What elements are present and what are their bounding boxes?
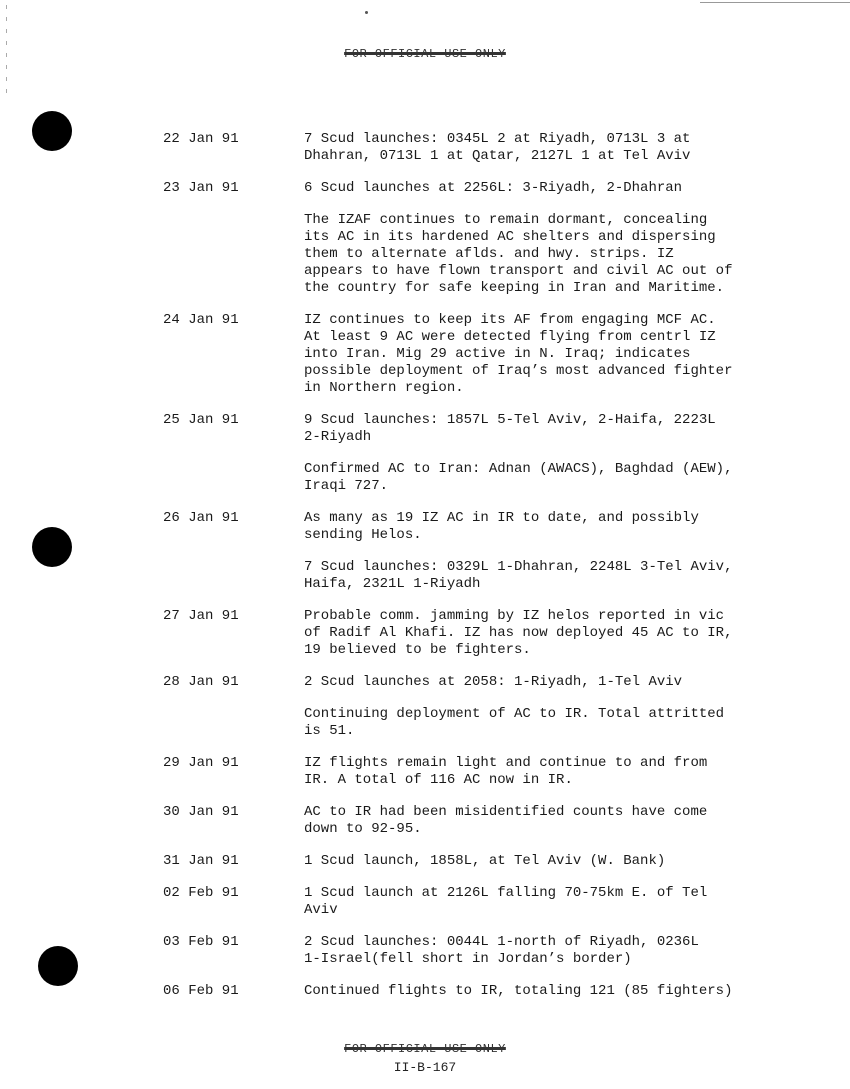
chronology-entry bbox=[163, 510, 833, 593]
chronology-entry bbox=[163, 131, 833, 165]
entry-date: 29 Jan 91 bbox=[163, 755, 239, 771]
entry-date: 23 Jan 91 bbox=[163, 180, 239, 196]
entry-body bbox=[304, 412, 833, 495]
entry-paragraph: AC to IR had been misidentified counts have come down to 92-95. bbox=[304, 804, 708, 837]
chronology-entry bbox=[163, 934, 833, 968]
entry-body bbox=[304, 853, 833, 870]
chronology-entry bbox=[163, 885, 833, 919]
entry-paragraph: Continued flights to IR, totaling 121 (85 fighters) bbox=[304, 983, 733, 999]
punch-hole-bottom bbox=[38, 946, 78, 986]
entry-paragraph: Probable comm. jamming by IZ helos reported in vic of Radif Al Khafi. IZ has now deployed 45 AC to IR, 19 believed to be fighters. bbox=[304, 608, 733, 658]
entry-paragraph: 7 Scud launches: 0345L 2 at Riyadh, 0713L 3 at Dhahran, 0713L 1 at Qatar, 2127L 1 at Tel Aviv bbox=[304, 131, 691, 164]
entry-paragraph: 6 Scud launches at 2256L: 3-Riyadh, 2-Dhahran bbox=[304, 180, 683, 196]
entry-body bbox=[304, 755, 833, 789]
entry-body bbox=[304, 608, 833, 659]
entry-paragraph: 9 Scud launches: 1857L 5-Tel Aviv, 2-Haifa, 2223L 2-Riyadh bbox=[304, 412, 716, 445]
footer-classification-marking bbox=[0, 1042, 850, 1056]
entry-paragraph: The IZAF continues to remain dormant, concealing its AC in its hardened AC shelters and dispersing them to alternate aflds. and hwy. strips. IZ appears to have flown transport and civil AC out of the country for safe keeping in Iran and Maritime. bbox=[304, 212, 733, 296]
footer-marking-text: FOR OFFICIAL USE ONLY bbox=[344, 1042, 506, 1056]
entry-date: 06 Feb 91 bbox=[163, 983, 239, 999]
entry-paragraph: 2 Scud launches: 0044L 1-north of Riyadh, 0236L 1-Israel(fell short in Jordan’s border) bbox=[304, 934, 699, 967]
punch-hole-middle bbox=[32, 527, 72, 567]
entry-body bbox=[304, 510, 833, 593]
entry-date: 30 Jan 91 bbox=[163, 804, 239, 820]
chronology-entry bbox=[163, 804, 833, 838]
entry-paragraph: As many as 19 IZ AC in IR to date, and possibly sending Helos. bbox=[304, 510, 699, 543]
entry-paragraph: 2 Scud launches at 2058: 1-Riyadh, 1-Tel Aviv bbox=[304, 674, 683, 690]
entry-body bbox=[304, 180, 833, 297]
entry-body bbox=[304, 131, 833, 165]
entry-paragraph: 1 Scud launch at 2126L falling 70-75km E. of Tel Aviv bbox=[304, 885, 708, 918]
entry-date: 26 Jan 91 bbox=[163, 510, 239, 526]
chronology-entry bbox=[163, 853, 833, 870]
header-marking-text: FOR OFFICIAL USE ONLY bbox=[344, 47, 506, 61]
page-number: II-B-167 bbox=[393, 1060, 457, 1075]
chronology-entry bbox=[163, 755, 833, 789]
entry-body bbox=[304, 983, 833, 1000]
entry-date: 22 Jan 91 bbox=[163, 131, 239, 147]
entry-body bbox=[304, 674, 833, 740]
entry-date: 28 Jan 91 bbox=[163, 674, 239, 690]
scan-artifact-line bbox=[700, 2, 850, 3]
entry-paragraph: Confirmed AC to Iran: Adnan (AWACS), Baghdad (AEW), Iraqi 727. bbox=[304, 461, 733, 494]
entry-paragraph: 7 Scud launches: 0329L 1-Dhahran, 2248L 3-Tel Aviv, Haifa, 2321L 1-Riyadh bbox=[304, 559, 733, 592]
punch-hole-top bbox=[32, 111, 72, 151]
scan-artifact-dot bbox=[365, 11, 368, 14]
entry-paragraph: IZ continues to keep its AF from engaging MCF AC. At least 9 AC were detected flying from centrl IZ into Iran. Mig 29 active in N. Iraq; indicates possible deployment of Iraq’s most advanced fighter in Northern region. bbox=[304, 312, 733, 396]
entry-body bbox=[304, 885, 833, 919]
entry-paragraph: IZ flights remain light and continue to and from IR. A total of 116 AC now in IR. bbox=[304, 755, 708, 788]
entry-body bbox=[304, 934, 833, 968]
entry-paragraph: 1 Scud launch, 1858L, at Tel Aviv (W. Bank) bbox=[304, 853, 666, 869]
entry-date: 03 Feb 91 bbox=[163, 934, 239, 950]
entry-paragraph: Continuing deployment of AC to IR. Total attritted is 51. bbox=[304, 706, 725, 739]
entry-body bbox=[304, 804, 833, 838]
entry-date: 25 Jan 91 bbox=[163, 412, 239, 428]
chronology-entry bbox=[163, 608, 833, 659]
chronology-entry bbox=[163, 674, 833, 740]
chronology-entry bbox=[163, 983, 833, 1000]
entry-date: 02 Feb 91 bbox=[163, 885, 239, 901]
chronology-entries bbox=[163, 131, 833, 1015]
chronology-entry bbox=[163, 412, 833, 495]
entry-body bbox=[304, 312, 833, 397]
header-classification-marking bbox=[0, 47, 850, 61]
chronology-entry bbox=[163, 312, 833, 397]
chronology-entry bbox=[163, 180, 833, 297]
entry-date: 24 Jan 91 bbox=[163, 312, 239, 328]
entry-date: 27 Jan 91 bbox=[163, 608, 239, 624]
entry-date: 31 Jan 91 bbox=[163, 853, 239, 869]
